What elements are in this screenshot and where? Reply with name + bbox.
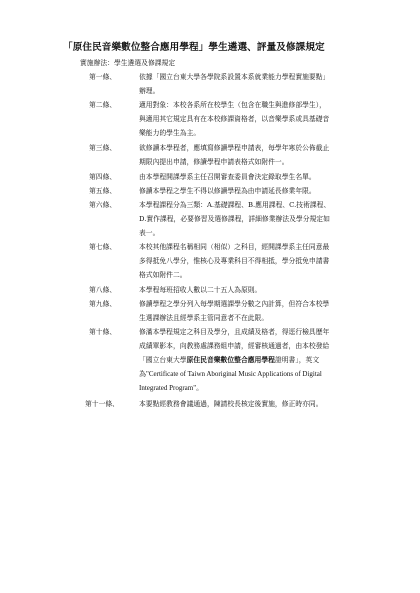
article-line: 本學程課程分為三類：A.基礎課程、B.應用課程、C.技術課程、 <box>139 201 331 209</box>
article-line: 由本學程開課學系主任召開審查委員會決定錄取學生名單。 <box>139 173 316 181</box>
article-number: 第三條、 <box>89 144 117 152</box>
article-line: 表一。 <box>139 229 160 237</box>
implementation-heading: 實施辦法：學生遴選及修課規定 <box>80 59 176 67</box>
article-line: 與適用其它規定具有在本校修課資格者，以音樂學系或具基礎音 <box>139 115 330 123</box>
article-number: 第十條、 <box>89 328 117 336</box>
certificate-suffix: 證明書」，英文 <box>274 356 320 364</box>
article-1 <box>89 70 389 98</box>
article-5 <box>89 184 389 198</box>
article-line: 欲修讀本學程者，應填寫修讀學程申請表，每學年寒於公佈截止 <box>139 144 330 152</box>
article-4 <box>89 170 389 184</box>
article-number: 第五條、 <box>89 187 117 195</box>
article-line: 適用對象：本校各系所在校學生（包含在職生與進修部學生）， <box>139 101 326 109</box>
article-number: 第四條、 <box>89 173 117 181</box>
article-number: 第八條、 <box>89 286 117 294</box>
article-number: 第二條、 <box>89 101 117 109</box>
article-line: 依據「國立台東大學各學院系設置本系就業能力學程實施要點」 <box>139 73 330 81</box>
article-10 <box>89 325 389 395</box>
article-line: 多得抵免八學分，惟核心及專業科目不得相抵，學分抵免申請書 <box>139 257 330 265</box>
article-3 <box>89 141 389 169</box>
article-line: 修讀學程之學分列入每學期選課學分數之內計算，但符合本校學 <box>139 300 330 308</box>
article-number: 第一條、 <box>89 73 117 81</box>
article-line: 格式如附件二。 <box>139 271 187 279</box>
article-line: 本校其他課程名稱相同（相似）之科目，經開課學系主任同意最 <box>139 243 330 251</box>
article-11 <box>85 397 389 411</box>
article-line: 樂能力的學生為主。 <box>139 129 201 137</box>
article-9 <box>89 297 389 325</box>
article-line: 辦理。 <box>139 87 160 95</box>
certificate-program-name: 原住民音樂數位整合應用學程 <box>186 356 275 364</box>
article-line: 本要點經教務會議通過，陳請校長核定後實施，修正時亦同。 <box>139 400 323 408</box>
document-title: 「原住民音樂數位整合應用學程」學生遴選、評量及修課規定 <box>63 42 325 53</box>
article-line: 期限內提出申請，修讀學程申請表格式如附件一。 <box>139 158 289 166</box>
article-number: 第七條、 <box>89 243 117 251</box>
certificate-english-line-2: Integrated Program"。 <box>139 384 204 392</box>
article-line: 本學程每班招收人數以二十五人為原則。 <box>139 286 262 294</box>
article-line: 成績單影本，向教務處課務組申請，經審核通過者，由本校發給 <box>139 342 330 350</box>
article-6 <box>89 198 389 240</box>
article-line: 修滿本學程規定之科目及學分，且成績及格者，得逕行檢具歷年 <box>139 328 330 336</box>
article-number: 第九條、 <box>89 300 117 308</box>
article-number: 第十一條、 <box>85 400 119 408</box>
article-2 <box>89 98 389 140</box>
certificate-english-line-1: 為"Certificate of Taiwn Aboriginal Music Applications of Digital <box>139 370 322 378</box>
certificate-prefix: 「國立台東大學 <box>139 356 187 364</box>
article-7 <box>89 240 389 282</box>
article-line: 修讀本學程之學生不得以修讀學程為由申請延長修業年限。 <box>139 187 316 195</box>
article-line: D.實作課程，必要修習及選修課程，詳細修業辦法及學分規定如 <box>139 215 330 223</box>
article-8 <box>89 283 389 297</box>
certificate-line <box>139 353 389 367</box>
article-line: 生選課辦法且經學系主管同意者不在此限。 <box>139 314 269 322</box>
article-number: 第六條、 <box>89 201 117 209</box>
